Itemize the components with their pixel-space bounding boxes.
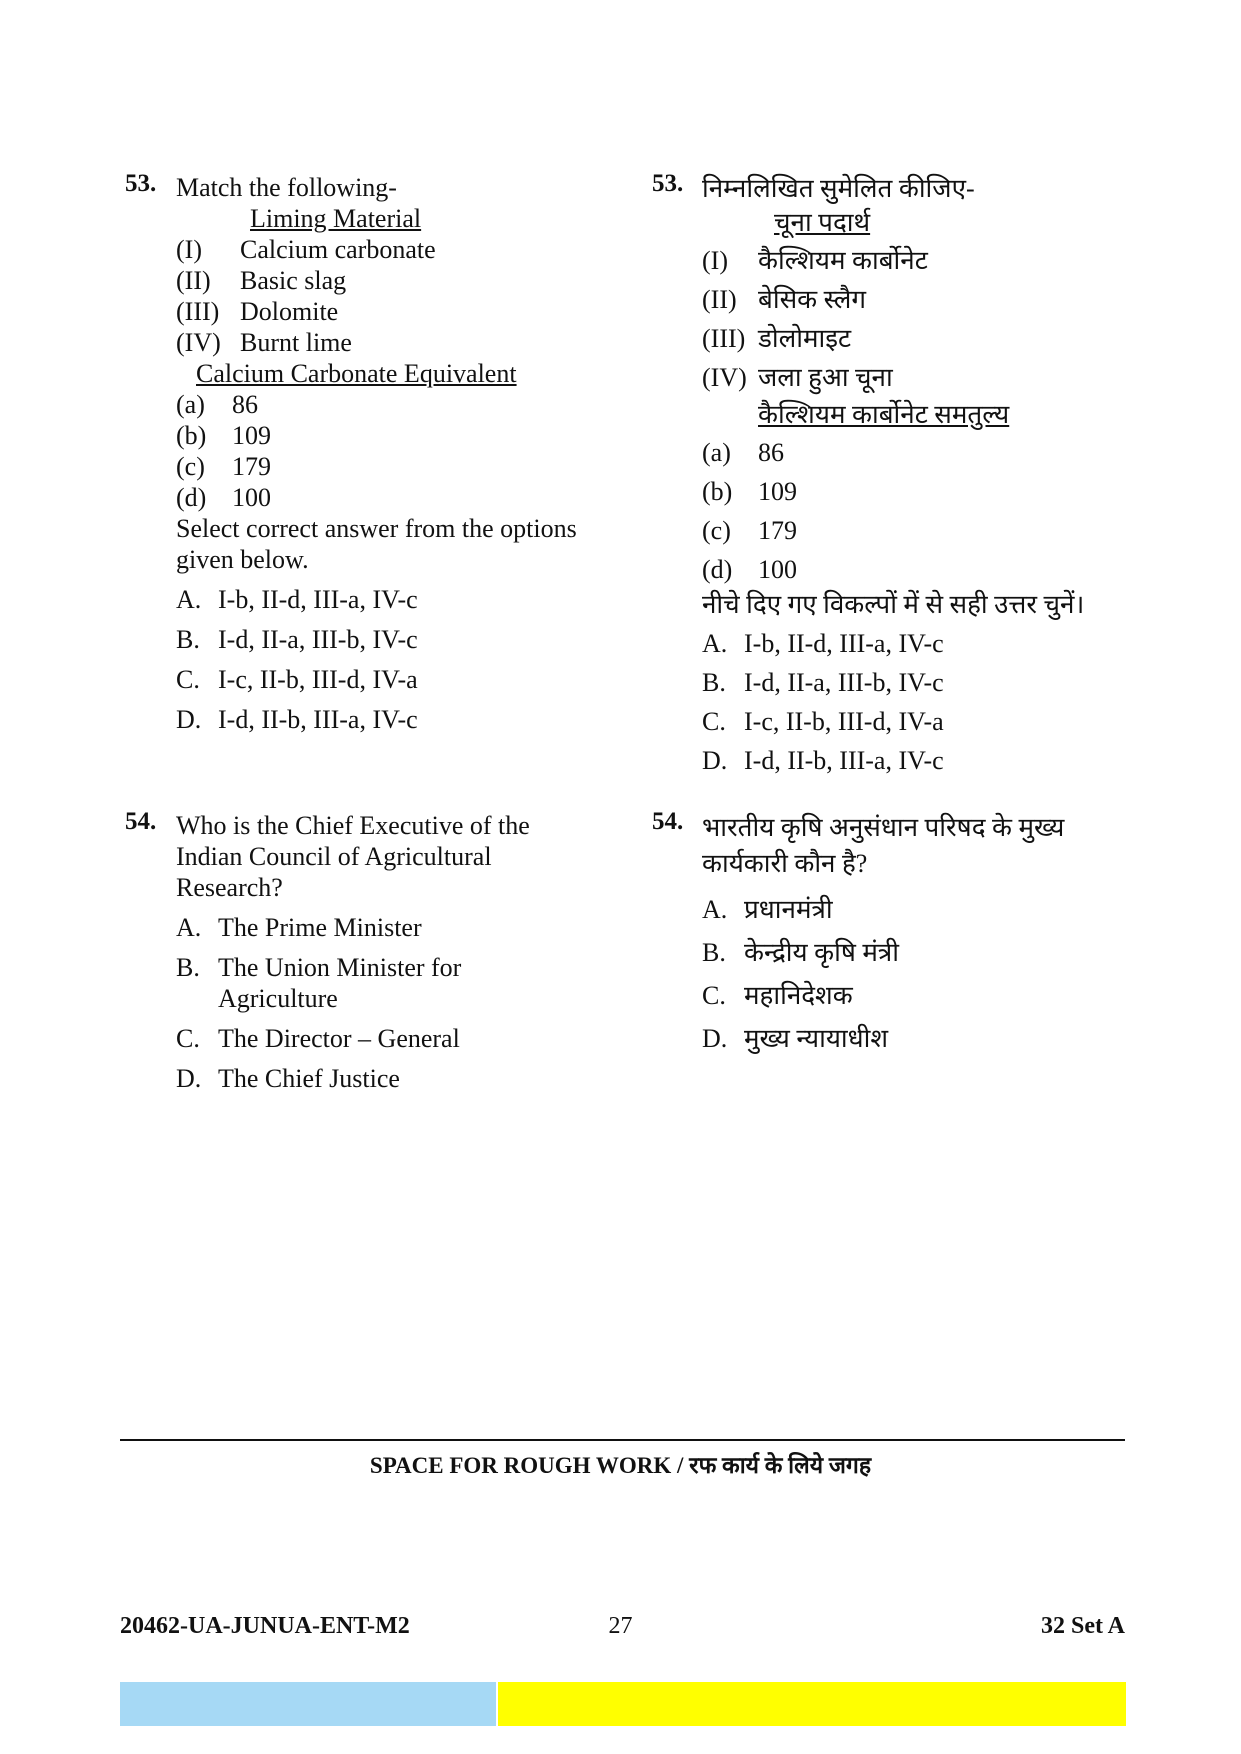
question-53-en: [125, 172, 625, 735]
list2-item: (a) 86: [702, 438, 784, 467]
list1-item: (I) कैल्शियम कार्बोनेट: [702, 246, 928, 275]
instruction: Select correct answer from the options given below.: [176, 514, 577, 574]
question-number: 53.: [125, 170, 157, 197]
option-b[interactable]: B. The Union Minister for Agriculture: [176, 953, 462, 1013]
list1-title: चूना पदार्थ: [774, 208, 871, 237]
color-bar-yellow: [498, 1682, 1126, 1726]
list1-item: (IV) Burnt lime: [176, 328, 352, 357]
page-number: 27: [608, 1613, 633, 1639]
question-number: 53.: [652, 170, 684, 197]
rough-work-label: SPACE FOR ROUGH WORK / रफ कार्य के लिये जगह: [369, 1453, 872, 1478]
list2-item: (b) 109: [176, 421, 271, 450]
list2-item: (d) 100: [702, 555, 797, 584]
option-c[interactable]: C. I-c, II-b, III-d, IV-a: [176, 665, 418, 694]
question-prompt: निम्नलिखित सुमेलित कीजिए-: [702, 174, 975, 203]
option-c[interactable]: C. I-c, II-b, III-d, IV-a: [702, 707, 944, 736]
option-b[interactable]: B. I-d, II-a, III-b, IV-c: [176, 625, 418, 654]
color-bar-blue: [120, 1682, 496, 1726]
list2-item: (a) 86: [176, 390, 258, 419]
option-c[interactable]: C. महानिदेशक: [702, 981, 853, 1010]
option-b[interactable]: B. केन्द्रीय कृषि मंत्री: [702, 938, 899, 967]
list1-item: (III) डोलोमाइट: [702, 324, 852, 353]
question-54-en: [125, 810, 625, 1094]
rough-work-divider: [120, 1439, 1125, 1441]
question-prompt: Who is the Chief Executive of the Indian Council of Agricultural Research?: [176, 811, 530, 902]
option-a[interactable]: A. प्रधानमंत्री: [702, 895, 833, 924]
option-b[interactable]: B. I-d, II-a, III-b, IV-c: [702, 668, 944, 697]
set-label: 32 Set A: [1041, 1613, 1125, 1639]
question-number: 54.: [652, 808, 684, 835]
list1-item: (I) Calcium carbonate: [176, 235, 436, 264]
list1-item: (II) बेसिक स्लैग: [702, 285, 867, 314]
list2-item: (c) 179: [176, 452, 271, 481]
question-53-hi: [652, 172, 1132, 776]
option-a[interactable]: A. I-b, II-d, III-a, IV-c: [702, 629, 944, 658]
option-c[interactable]: C. The Director – General: [176, 1024, 460, 1053]
option-a[interactable]: A. I-b, II-d, III-a, IV-c: [176, 585, 418, 614]
list1-item: (II) Basic slag: [176, 266, 347, 295]
list1-title: Liming Material: [250, 204, 422, 233]
paper-code: 20462-UA-JUNUA-ENT-M2: [120, 1613, 410, 1639]
list2-item: (d) 100: [176, 483, 271, 512]
question-prompt: भारतीय कृषि अनुसंधान परिषद के मुख्य कार्यकारी कौन है?: [702, 813, 1065, 878]
list1-item: (III) Dolomite: [176, 297, 339, 326]
option-d[interactable]: D. The Chief Justice: [176, 1064, 400, 1093]
question-prompt: Match the following-: [176, 173, 397, 202]
list1-item: (IV) जला हुआ चूना: [702, 363, 893, 392]
list2-item: (b) 109: [702, 477, 797, 506]
option-d[interactable]: D. मुख्य न्यायाधीश: [702, 1024, 889, 1053]
option-d[interactable]: D. I-d, II-b, III-a, IV-c: [176, 705, 418, 734]
list2-title: Calcium Carbonate Equivalent: [196, 359, 517, 388]
option-d[interactable]: D. I-d, II-b, III-a, IV-c: [702, 746, 944, 775]
question-number: 54.: [125, 808, 157, 835]
list2-title: कैल्शियम कार्बोनेट समतुल्य: [758, 400, 1010, 429]
question-54-hi: [652, 810, 1132, 1054]
option-a[interactable]: A. The Prime Minister: [176, 913, 422, 942]
instruction: नीचे दिए गए विकल्पों में से सही उत्तर चुनें।: [702, 590, 1085, 619]
list2-item: (c) 179: [702, 516, 797, 545]
